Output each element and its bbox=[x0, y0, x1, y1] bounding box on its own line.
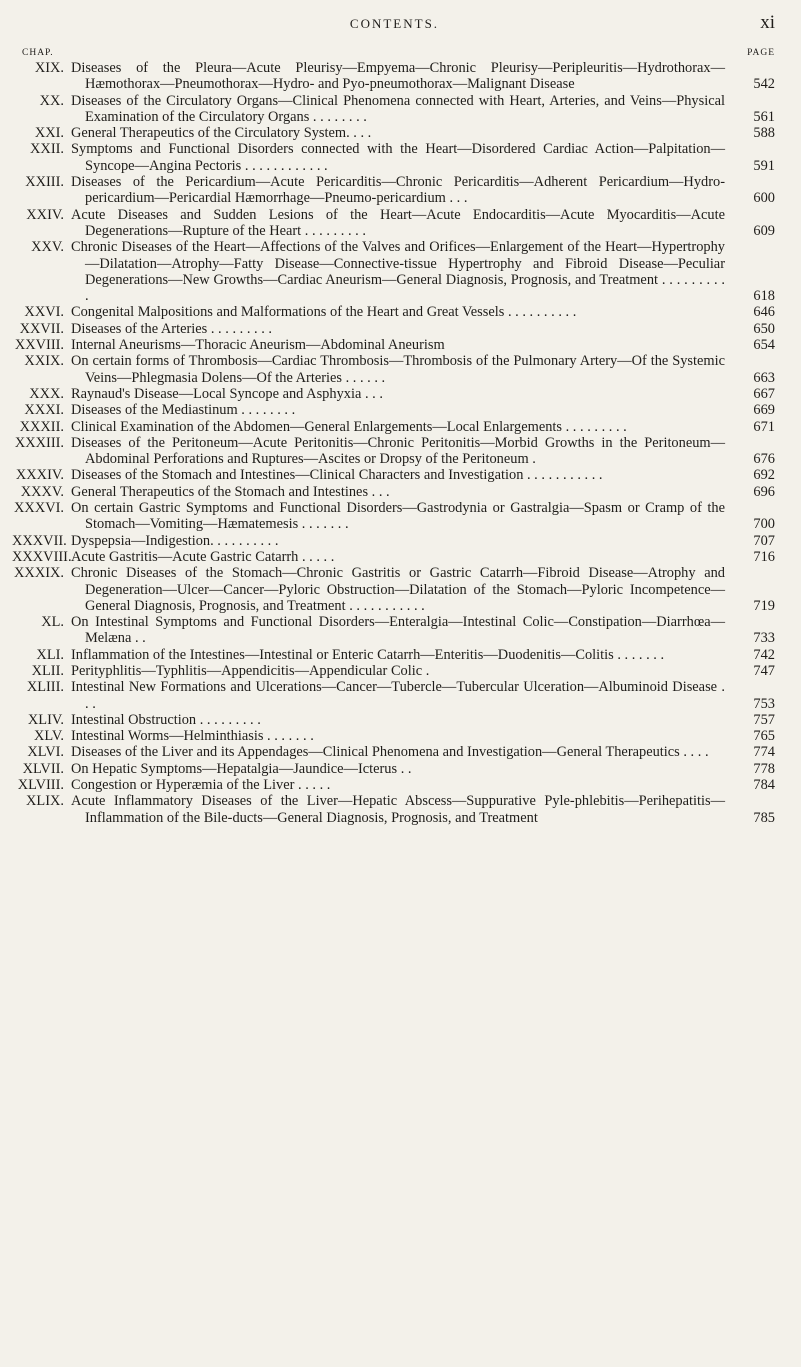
contents-entry bbox=[12, 207, 777, 240]
chapter-page: 561 bbox=[753, 108, 775, 125]
chapter-page: 785 bbox=[753, 809, 775, 826]
chapter-title: Symptoms and Functional Disorders connected with the Heart—Disordered Cardiac Action—Palpitation—Syncope—Angina Pectoris . . . . . . . . . . . . bbox=[71, 141, 725, 174]
contents-entry bbox=[12, 353, 777, 386]
chapter-title: Inflammation of the Intestines—Intestinal or Enteric Catarrh—Enteritis—Duodenitis—Colitis . . . . . . . bbox=[71, 646, 665, 663]
chapter-number: XIX. bbox=[34, 60, 64, 76]
contents-entry bbox=[12, 304, 777, 320]
chapter-title: Perityphlitis—Typhlitis—Appendicitis—Appendicular Colic . bbox=[71, 662, 430, 679]
contents-entry bbox=[12, 777, 777, 793]
chapter-page: 784 bbox=[753, 777, 775, 794]
chapter-number: XXXIII. bbox=[14, 434, 64, 451]
chapter-page: 663 bbox=[753, 369, 775, 386]
chapter-number: XXXVIII. bbox=[12, 548, 72, 565]
chapter-title: General Therapeutics of the Stomach and Intestines . . . bbox=[71, 483, 390, 500]
contents-entry bbox=[12, 386, 777, 402]
contents-entry bbox=[12, 174, 777, 207]
contents-entry bbox=[12, 663, 777, 679]
chapter-column-header: CHAP. bbox=[22, 48, 54, 58]
contents-entry bbox=[12, 402, 777, 418]
chapter-number: XXV. bbox=[31, 239, 64, 256]
chapter-title: On Hepatic Symptoms—Hepatalgia—Jaundice—Icterus . . bbox=[71, 760, 412, 777]
chapter-page: 669 bbox=[753, 402, 775, 419]
chapter-number: XXI. bbox=[34, 125, 64, 142]
contents-entry bbox=[12, 679, 777, 712]
chapter-page: 591 bbox=[753, 157, 775, 174]
chapter-title: Raynaud's Disease—Local Syncope and Asphyxia . . . bbox=[71, 385, 383, 402]
chapter-page: 609 bbox=[753, 222, 775, 239]
chapter-title: Intestinal Worms—Helminthiasis . . . . . . . bbox=[71, 728, 314, 745]
chapter-title: Dyspepsia—Indigestion. . . . . . . . . . bbox=[71, 532, 279, 549]
chapter-number: XLVI. bbox=[27, 744, 64, 761]
chapter-page: 765 bbox=[753, 728, 775, 745]
chapter-page: 733 bbox=[753, 630, 775, 647]
contents-entry bbox=[12, 614, 777, 647]
chapter-title: On Intestinal Symptoms and Functional Disorders—Enteralgia—Intestinal Colic—Constipation—Diarrhœa—Melæna . . bbox=[71, 614, 725, 647]
contents-entry bbox=[12, 712, 777, 728]
chapter-number: XXXII. bbox=[19, 418, 64, 435]
chapter-page: 753 bbox=[753, 695, 775, 712]
contents-entry bbox=[12, 321, 777, 337]
chapter-page: 696 bbox=[753, 483, 775, 500]
chapter-number: XLV. bbox=[34, 728, 64, 745]
chapter-number: XLII. bbox=[31, 662, 64, 679]
chapter-page: 700 bbox=[753, 516, 775, 533]
chapter-title: General Therapeutics of the Circulatory System. . . . bbox=[71, 125, 372, 142]
chapter-number: XLI. bbox=[36, 646, 64, 663]
contents-entry bbox=[12, 647, 777, 663]
contents-entry bbox=[12, 565, 777, 614]
chapter-title: Chronic Diseases of the Heart—Affections of the Valves and Orifices—Enlargement of the Heart—Hypertrophy—Dilatation—Atrophy—Fatty Disease—Connective-tissue Hypertrophy and Fibroid Disease—Peculiar Degenerations—New Growths—Cardiac Aneurism—General Diagnosis, Prognosis, and Treatment . . . . . . . . . . bbox=[71, 239, 725, 305]
contents-entry bbox=[12, 239, 777, 304]
contents-entry bbox=[12, 93, 777, 126]
contents-entry bbox=[12, 549, 777, 565]
chapter-number: XLIV. bbox=[27, 711, 64, 728]
chapter-page: 707 bbox=[753, 532, 775, 549]
chapter-number: XXXIV. bbox=[15, 467, 64, 484]
chapter-title: Chronic Diseases of the Stomach—Chronic Gastritis or Gastric Catarrh—Fibroid Disease—Atrophy and Degeneration—Ulcer—Cancer—Pyloric Obstruction—Dilatation of the Stomach—Pyloric Incompetence—General Diagnosis, Prognosis, and Treatment . . . . . . . . . . . bbox=[71, 565, 725, 614]
chapter-number: XXVIII. bbox=[14, 337, 64, 354]
chapter-title: Diseases of the Liver and its Appendages—Clinical Phenomena and Investigation—General Therapeutics . . . . bbox=[71, 744, 709, 761]
contents-entry bbox=[12, 467, 777, 483]
chapter-number: XXX. bbox=[29, 385, 64, 402]
page-column-header: PAGE bbox=[747, 48, 775, 58]
chapter-title: Internal Aneurisms—Thoracic Aneurism—Abdominal Aneurism bbox=[71, 337, 445, 354]
chapter-page: 757 bbox=[753, 711, 775, 728]
chapter-page: 650 bbox=[753, 320, 775, 337]
chapter-number: XX. bbox=[39, 92, 64, 109]
chapter-page: 778 bbox=[753, 760, 775, 777]
chapter-number: XXVI. bbox=[24, 304, 64, 321]
contents-entry bbox=[12, 793, 777, 826]
chapter-number: XXIV. bbox=[26, 206, 64, 223]
contents-entry bbox=[12, 141, 777, 174]
chapter-page: 671 bbox=[753, 418, 775, 435]
column-headers bbox=[12, 44, 777, 60]
contents-entry bbox=[12, 337, 777, 353]
chapter-page: 618 bbox=[753, 288, 775, 305]
chapter-title: Acute Gastritis—Acute Gastric Catarrh . . . . . bbox=[71, 548, 335, 565]
chapter-page: 692 bbox=[753, 467, 775, 484]
chapter-title: Diseases of the Mediastinum . . . . . . . . bbox=[71, 402, 296, 419]
chapter-page: 646 bbox=[753, 304, 775, 321]
chapter-number: XXII. bbox=[30, 141, 64, 158]
chapter-title: On certain Gastric Symptoms and Functional Disorders—Gastrodynia or Gastralgia—Spasm or Cramp of the Stomach—Vomiting—Hæmatemesis . . . . . . . bbox=[71, 500, 725, 533]
contents-entry bbox=[12, 728, 777, 744]
contents-entry bbox=[12, 500, 777, 533]
chapter-page: 542 bbox=[753, 76, 775, 93]
chapter-title: Clinical Examination of the Abdomen—General Enlargements—Local Enlargements . . . . . . . . . bbox=[71, 418, 627, 435]
chapter-page: 719 bbox=[753, 597, 775, 614]
running-head bbox=[12, 0, 777, 44]
contents-entry bbox=[12, 435, 777, 468]
contents-entry bbox=[12, 419, 777, 435]
contents-entry bbox=[12, 744, 777, 760]
contents-entry bbox=[12, 60, 777, 93]
chapter-number: XLVII. bbox=[22, 760, 64, 777]
chapter-page: 774 bbox=[753, 744, 775, 761]
chapter-title: Acute Inflammatory Diseases of the Liver—Hepatic Abscess—Suppurative Pyle-phlebitis—Perihepatitis—Inflammation of the Bile-ducts—General Diagnosis, Prognosis, and Treatment bbox=[71, 793, 725, 826]
chapter-title: Congestion or Hyperæmia of the Liver . . . . . bbox=[71, 777, 331, 794]
contents-entry bbox=[12, 533, 777, 549]
chapter-page: 654 bbox=[753, 337, 775, 354]
chapter-title: Intestinal New Formations and Ulcerations—Cancer—Tubercle—Tubercular Ulceration—Albuminoid Disease . . . bbox=[71, 679, 725, 712]
chapter-number: XXXVII. bbox=[12, 532, 67, 549]
chapter-number: XXXVI. bbox=[14, 500, 64, 517]
contents-entry bbox=[12, 484, 777, 500]
chapter-number: XXXI. bbox=[24, 402, 64, 419]
contents-entry bbox=[12, 125, 777, 141]
chapter-number: XLIII. bbox=[26, 679, 64, 696]
chapter-title: Diseases of the Stomach and Intestines—Clinical Characters and Investigation . . . . . . . . . . . bbox=[71, 467, 603, 484]
chapter-number: XXXIX. bbox=[14, 565, 64, 582]
chapter-page: 676 bbox=[753, 451, 775, 468]
chapter-page: 742 bbox=[753, 646, 775, 663]
chapter-page: 588 bbox=[753, 125, 775, 142]
contents-list bbox=[12, 60, 777, 826]
chapter-number: XL. bbox=[41, 614, 64, 631]
chapter-number: XLIX. bbox=[26, 793, 64, 810]
chapter-title: Congenital Malpositions and Malformations of the Heart and Great Vessels . . . . . . . . . . bbox=[71, 304, 577, 321]
contents-entry bbox=[12, 761, 777, 777]
chapter-page: 716 bbox=[753, 548, 775, 565]
page-number: xi bbox=[760, 12, 775, 33]
chapter-number: XLVIII. bbox=[17, 777, 64, 794]
chapter-page: 600 bbox=[753, 190, 775, 207]
chapter-number: XXIII. bbox=[25, 174, 64, 191]
chapter-title: Diseases of the Peritoneum—Acute Peritonitis—Chronic Peritonitis—Morbid Growths in the Peritoneum—Abdominal Perforations and Ruptures—Ascites or Dropsy of the Peritoneum . bbox=[71, 434, 725, 468]
chapter-title: Diseases of the Pleura—Acute Pleurisy—Empyema—Chronic Pleurisy—Peripleuritis—Hydrothorax—Hæmothorax—Pneumothorax—Hydro- and Pyo-pneumothorax—Malignant Disease bbox=[71, 60, 725, 93]
chapter-title: Acute Diseases and Sudden Lesions of the Heart—Acute Endocarditis—Acute Myocarditis—Acute Degenerations—Rupture of the Heart . . . . . . . . . bbox=[71, 206, 725, 239]
chapter-title: Intestinal Obstruction . . . . . . . . . bbox=[71, 711, 261, 728]
chapter-title: Diseases of the Circulatory Organs—Clinical Phenomena connected with Heart, Arteries, and Veins—Physical Examination of the Circulatory Organs . . . . . . . . bbox=[71, 92, 725, 125]
page-title: CONTENTS. bbox=[349, 16, 440, 31]
chapter-title: On certain forms of Thrombosis—Cardiac Thrombosis—Thrombosis of the Pulmonary Artery—Of the Systemic Veins—Phlegmasia Dolens—Of the Arteries . . . . . . bbox=[71, 353, 725, 386]
chapter-number: XXXV. bbox=[20, 483, 64, 500]
chapter-title: Diseases of the Arteries . . . . . . . . . bbox=[71, 320, 273, 337]
chapter-number: XXVII. bbox=[19, 320, 64, 337]
chapter-title: Diseases of the Pericardium—Acute Pericarditis—Chronic Pericarditis—Adherent Pericardium—Hydro-pericardium—Pericardial Hæmorrhage—Pneumo-pericardium . . . bbox=[71, 174, 725, 207]
chapter-page: 747 bbox=[753, 662, 775, 679]
chapter-page: 667 bbox=[753, 385, 775, 402]
chapter-number: XXIX. bbox=[24, 353, 64, 370]
